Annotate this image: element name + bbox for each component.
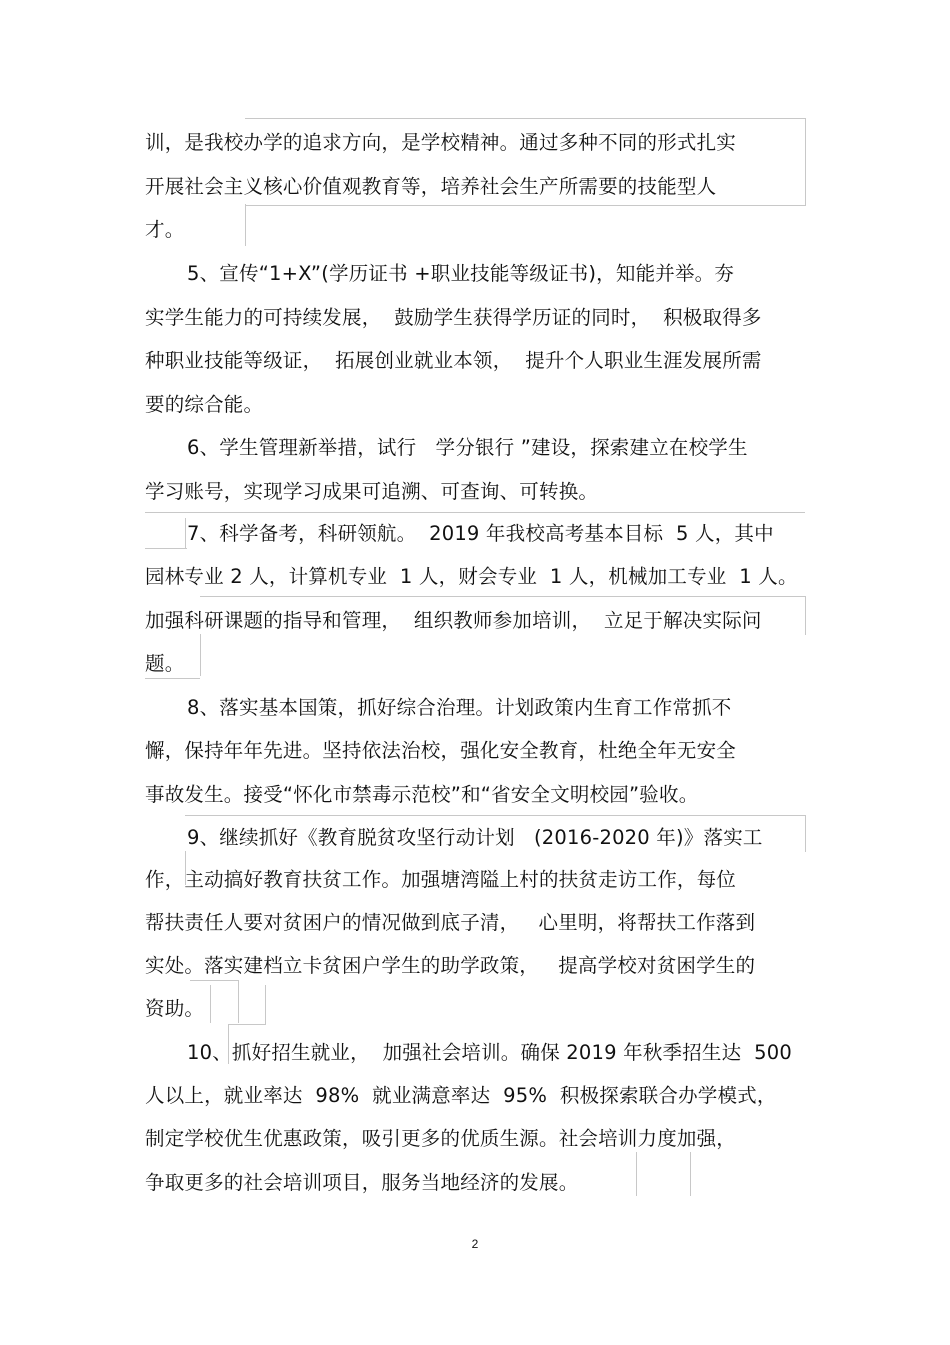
paragraph-6-start: 6、学生管理新举措，试行 学分银行 ”建设，探索建立在校学生 xyxy=(187,436,748,459)
body-line: 实学生能力的可持续发展， 鼓励学生获得学历证的同时， 积极取得多 xyxy=(145,306,762,329)
body-line: 才。 xyxy=(145,218,185,241)
body-line: 事故发生。接受“怀化市禁毒示范校”和“省安全文明校园”验收。 xyxy=(145,783,699,806)
body-line: 人以上，就业率达 98% 就业满意率达 95% 积极探索联合办学模式， xyxy=(145,1084,777,1107)
scan-artifact xyxy=(690,1152,691,1196)
body-line: 开展社会主义核心价值观教育等，培养社会生产所需要的技能型人 xyxy=(145,175,717,198)
scan-artifact xyxy=(200,634,201,676)
scan-artifact xyxy=(185,518,186,548)
body-line: 训，是我校办学的追求方向，是学校精神。通过多种不同的形式扎实 xyxy=(145,131,737,154)
body-line: 园林专业 2 人，计算机专业 1 人，财会专业 1 人，机械加工专业 1 人。 xyxy=(145,565,798,588)
paragraph-10-start: 10、抓好招生就业， 加强社会培训。确保 2019 年秋季招生达 500 xyxy=(187,1041,792,1064)
body-line: 帮扶责任人要对贫困户的情况做到底子清， 心里明，将帮扶工作落到 xyxy=(145,911,756,934)
body-line: 作，主动搞好教育扶贫工作。加强塘湾隘上村的扶贫走访工作，每位 xyxy=(145,868,737,891)
body-line: 资助。 xyxy=(145,997,205,1020)
scan-artifact xyxy=(636,1152,637,1196)
scan-artifact xyxy=(245,204,246,246)
paragraph-5-start: 5、宣传“1+X”(学历证书 +职业技能等级证书)，知能并举。夯 xyxy=(187,262,735,285)
body-line: 实处。落实建档立卡贫困户学生的助学政策， 提高学校对贫困学生的 xyxy=(145,954,756,977)
scan-artifact xyxy=(228,1024,266,1025)
paragraph-8-start: 8、落实基本国策，抓好综合治理。计划政策内生育工作常抓不 xyxy=(187,696,732,719)
scan-artifact xyxy=(210,985,211,1023)
page-number: 2 xyxy=(471,1237,479,1251)
paragraph-7-start: 7、科学备考，科研领航。 2019 年我校高考基本目标 5 人，其中 xyxy=(187,522,774,545)
body-line: 题。 xyxy=(145,652,185,675)
body-line: 加强科研课题的指导和管理， 组织教师参加培训， 立足于解决实际问 xyxy=(145,609,762,632)
body-line: 懈，保持年年先进。坚持依法治校，强化安全教育，杜绝全年无安全 xyxy=(145,739,737,762)
scan-artifact xyxy=(265,985,266,1025)
body-line: 争取更多的社会培训项目，服务当地经济的发展。 xyxy=(145,1171,579,1194)
body-line: 种职业技能等级证， 拓展创业就业本领， 提升个人职业生涯发展所需 xyxy=(145,349,762,372)
body-line: 要的综合能。 xyxy=(145,393,264,416)
scan-artifact xyxy=(145,678,200,679)
paragraph-9-start: 9、继续抓好《教育脱贫攻坚行动计划 (2016-2020 年)》落实工 xyxy=(187,826,763,849)
scan-artifact xyxy=(145,548,187,549)
body-line: 学习账号，实现学习成果可追溯、可查询、可转换。 xyxy=(145,480,599,503)
scan-artifact xyxy=(145,512,805,513)
body-line: 制定学校优生优惠政策，吸引更多的优质生源。社会培训力度加强， xyxy=(145,1127,737,1150)
